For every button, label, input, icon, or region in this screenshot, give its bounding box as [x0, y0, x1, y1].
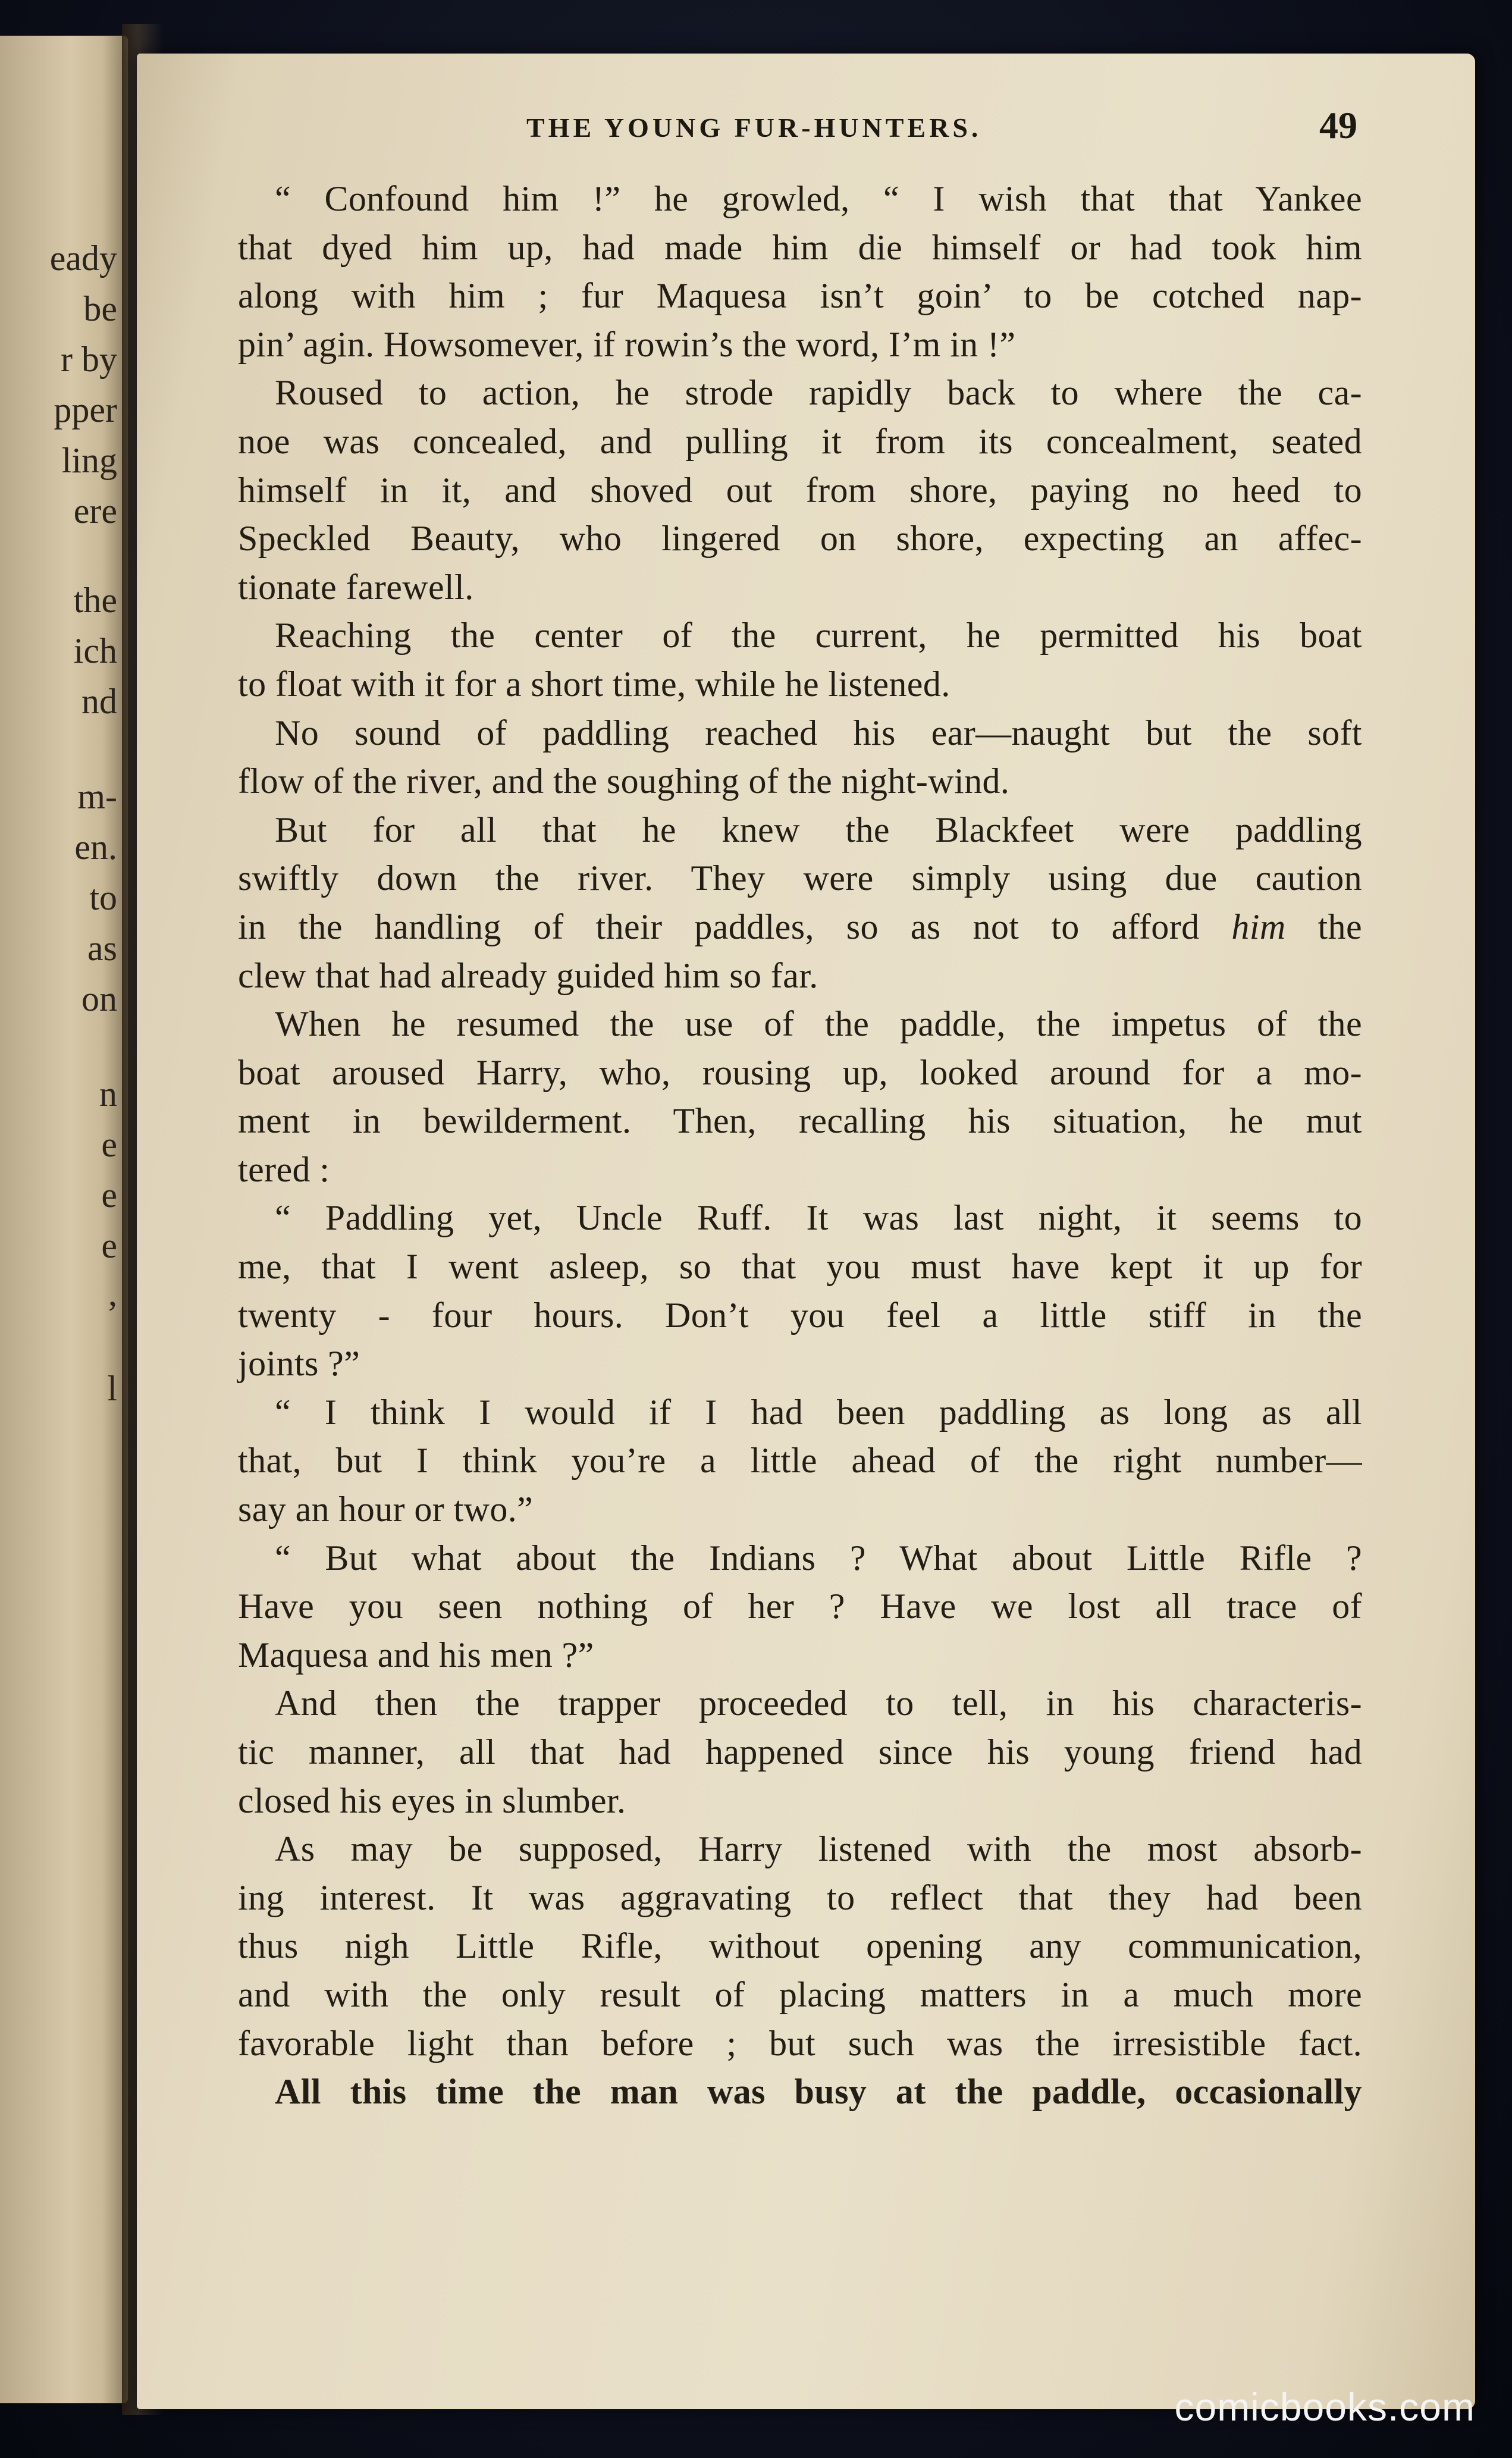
- text-line: and with the only result of placing matters in a much more: [238, 1974, 1362, 2014]
- text-line: “ Confound him !” he growled, “ I wish that that Yankee: [275, 179, 1362, 218]
- text-line: pin’ agin. Howsomever, if rowin’s the word, I’m in !”: [238, 324, 1016, 364]
- text-line: And then the trapper proceeded to tell, in his characteris-: [275, 1683, 1362, 1723]
- left-page-fragment: m-: [77, 777, 117, 816]
- body-text: [238, 175, 1362, 2117]
- text-line: thus nigh Little Rifle, without opening any communication,: [238, 1926, 1362, 1966]
- left-page-fragment: nd: [81, 682, 117, 721]
- left-page-fragment: be: [83, 289, 117, 328]
- left-page-fragment: eady: [49, 239, 117, 278]
- text-line: to float with it for a short time, while he listened.: [238, 664, 951, 704]
- italic-word: him: [1231, 907, 1286, 946]
- text-line: closed his eyes in slumber.: [238, 1780, 626, 1820]
- left-page-fragment: r by: [61, 340, 117, 379]
- text-line: himself in it, and shoved out from shore, paying no heed to: [238, 470, 1362, 510]
- left-page-fragment: the: [73, 581, 117, 620]
- text-line: say an hour or two.”: [238, 1490, 534, 1529]
- site-watermark: comicbooks.com: [1174, 2385, 1475, 2429]
- text-line: tionate farewell.: [238, 567, 474, 607]
- text-line: Reaching the center of the current, he permitted his boat: [275, 616, 1362, 656]
- text-line: boat aroused Harry, who, rousing up, looked around for a mo-: [238, 1052, 1362, 1092]
- left-page-fragment: ling: [61, 441, 117, 480]
- text-line: No sound of paddling reached his ear—naught but the soft: [275, 713, 1362, 753]
- left-page-fragment: e: [101, 1125, 117, 1164]
- running-head: [137, 104, 1475, 159]
- book-page: [137, 54, 1475, 2409]
- text-line: “ Paddling yet, Uncle Ruff. It was last night, it seems to: [275, 1198, 1362, 1238]
- left-page-fragment: ,: [108, 1274, 117, 1313]
- text-line: flow of the river, and the soughing of the night-wind.: [238, 761, 1010, 801]
- running-head-title: THE YOUNG FUR-HUNTERS.: [526, 112, 982, 143]
- text-line: When he resumed the use of the paddle, the impetus of the: [275, 1004, 1362, 1044]
- left-page-fragment: n: [99, 1074, 117, 1114]
- text-line: joints ?”: [238, 1344, 360, 1384]
- text-line: Speckled Beauty, who lingered on shore, expecting an affec-: [238, 519, 1362, 559]
- text-line: Maquesa and his men ?”: [238, 1635, 594, 1675]
- text-line: along with him ; fur Maquesa isn’t goin’ to be cotched nap-: [238, 276, 1362, 316]
- left-page-fragment: on: [81, 979, 117, 1018]
- left-page-fragment: ich: [73, 631, 117, 670]
- text-line: that, but I think you’re a little ahead of the right number—: [238, 1441, 1362, 1481]
- left-page-fragment: e: [101, 1175, 117, 1215]
- text-line: that dyed him up, had made him die himself or had took him: [238, 227, 1362, 267]
- text-line: ment in bewilderment. Then, recalling his situation, he mut: [238, 1101, 1362, 1141]
- page-number: 49: [1319, 104, 1357, 146]
- left-page-fragment: as: [87, 929, 117, 968]
- text-line: “ But what about the Indians ? What about Little Rifle ?: [275, 1538, 1362, 1578]
- text-line: ing interest. It was aggravating to reflect that they had been: [238, 1877, 1362, 1917]
- left-page-fragment: l: [107, 1369, 117, 1408]
- left-facing-page: [0, 36, 128, 2403]
- text-line: “ I think I would if I had been paddling as long as all: [275, 1392, 1362, 1432]
- left-page-fragment: e: [101, 1226, 117, 1265]
- text-line: swiftly down the river. They were simply using due caution: [238, 858, 1362, 898]
- text-line: twenty - four hours. Don’t you feel a little stiff in the: [238, 1295, 1362, 1335]
- text-line: As may be supposed, Harry listened with the most absorb-: [275, 1829, 1362, 1869]
- text-line: Roused to action, he strode rapidly back to where the ca-: [275, 373, 1362, 413]
- text-line: But for all that he knew the Blackfeet were paddling: [275, 810, 1362, 849]
- text-line: in the handling of their paddles, so as not to afford him the: [238, 907, 1362, 946]
- text-line: me, that I went asleep, so that you must have kept it up for: [238, 1247, 1362, 1287]
- text-line: tic manner, all that had happened since his young friend had: [238, 1732, 1362, 1772]
- text-line: All this time the man was busy at the paddle, occasionally: [275, 2072, 1362, 2112]
- left-page-fragment: en.: [74, 827, 117, 867]
- text-line: tered :: [238, 1149, 330, 1189]
- text-line: noe was concealed, and pulling it from its concealment, seated: [238, 421, 1362, 461]
- left-page-fragment: ere: [73, 491, 117, 531]
- text-line: Have you seen nothing of her ? Have we lost all trace of: [238, 1587, 1362, 1626]
- left-page-fragment: pper: [54, 390, 117, 429]
- text-line: clew that had already guided him so far.: [238, 955, 818, 995]
- text-line: favorable light than before ; but such was the irresistible fact.: [238, 2023, 1362, 2063]
- left-page-fragment: to: [89, 878, 117, 917]
